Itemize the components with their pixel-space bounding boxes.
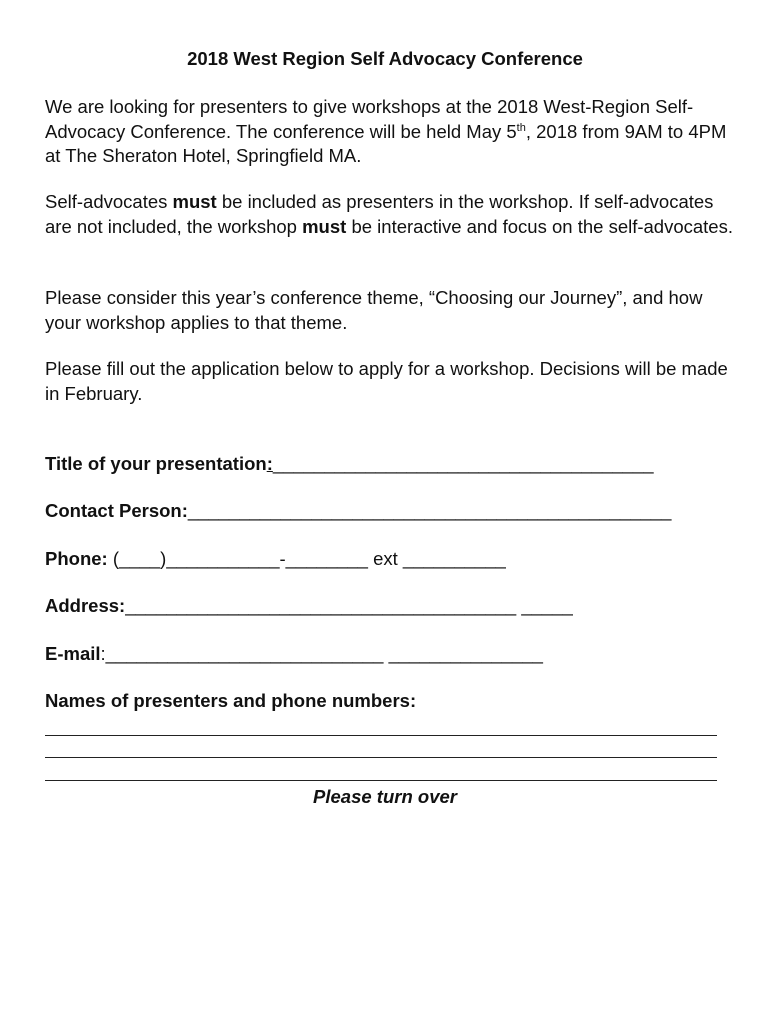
address-field[interactable] [45, 595, 573, 617]
phone-label: Phone: [45, 548, 108, 569]
intro-text-start: We are looking for presenters to give workshops at the 2018 West-Region Self-Advocacy Conference. The conference will be held May 5 [45, 96, 694, 142]
contact-person-label: Contact Person: [45, 500, 188, 521]
presenters-field [45, 690, 416, 712]
email-field[interactable] [45, 643, 543, 665]
intro-paragraph [45, 95, 735, 169]
contact-person-blank[interactable]: _______________________________________________ [187, 500, 672, 521]
intro-text-end: , 2018 from 9AM to 4PM at The Sheraton Hotel, Springfield MA. [45, 120, 727, 166]
must-emphasis-2: must [302, 215, 347, 237]
address-blank[interactable]: ______________________________________ _____ [125, 595, 573, 616]
presenters-line-3[interactable] [45, 780, 717, 781]
presenters-line-1[interactable] [45, 735, 717, 736]
apply-paragraph: Please fill out the application below to apply for a workshop. Decisions will be made in February. [45, 358, 728, 404]
phone-field[interactable] [45, 548, 506, 570]
email-label: E-mail [45, 643, 101, 664]
phone-blank[interactable]: (____)___________-________ ext __________ [107, 548, 506, 569]
presenters-label: Names of presenters and phone numbers: [45, 690, 417, 711]
self-advocates-text-2: be included as presenters in the workshop. If self-advocates are not included, the workshop [45, 191, 714, 237]
must-emphasis-1: must [172, 191, 217, 212]
self-advocates-text-3: be interactive and focus on the self-advocates. [346, 215, 733, 237]
presentation-title-blank[interactable]: _____________________________________ [272, 453, 654, 474]
email-blank[interactable]: :___________________________ _______________ [100, 643, 543, 664]
presentation-title-colon: : [266, 453, 273, 474]
contact-person-field[interactable] [45, 500, 671, 522]
theme-paragraph: Please consider this year’s conference theme, “Choosing our Journey”, and how your workshop applies to that theme. [45, 287, 703, 333]
document-title: 2018 West Region Self Advocacy Conference [187, 48, 583, 69]
presentation-title-label: Title of your presentation [45, 453, 267, 474]
turn-over-note: Please turn over [313, 786, 457, 807]
self-advocates-text-1: Self-advocates [45, 191, 173, 212]
presentation-title-field[interactable] [45, 453, 654, 475]
address-label: Address: [45, 595, 126, 616]
presenters-line-2[interactable] [45, 757, 717, 758]
ordinal-suffix: th [516, 121, 526, 134]
self-advocates-paragraph [45, 190, 735, 239]
